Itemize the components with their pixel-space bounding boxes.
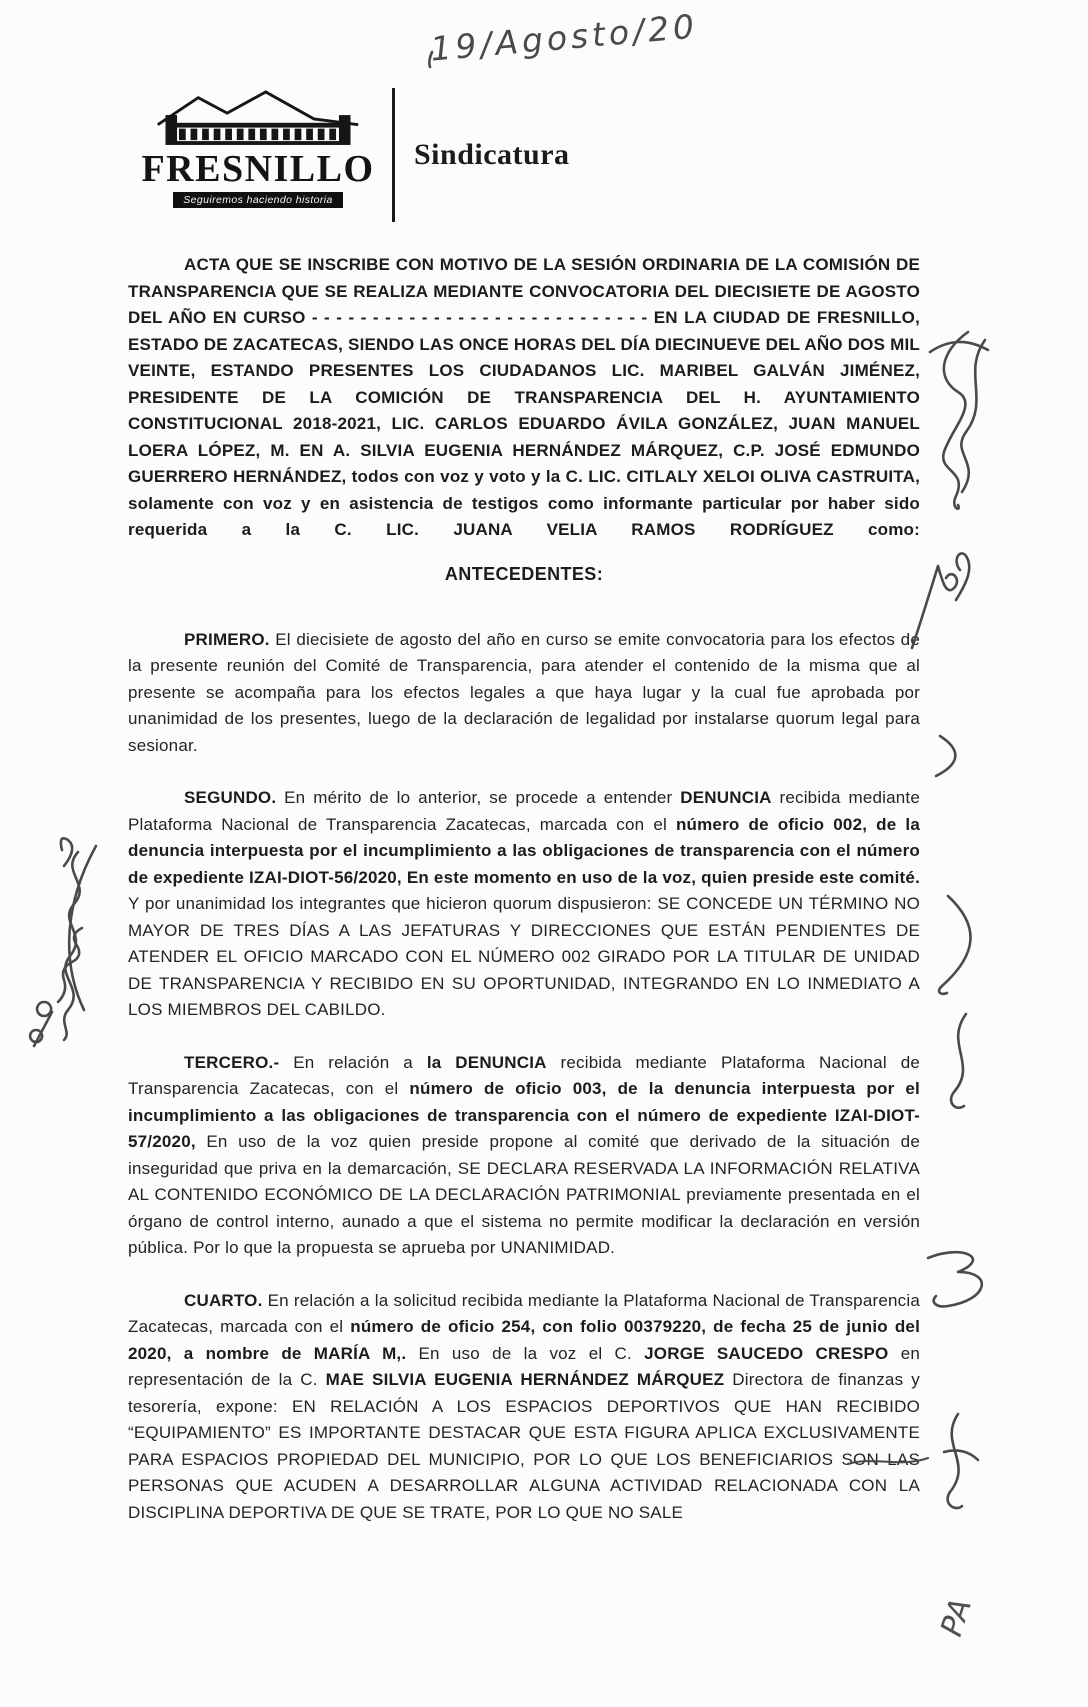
pen-mark-right-4 — [939, 896, 970, 994]
pen-mark-right-6 — [928, 1252, 982, 1306]
text-segment: ACTA QUE SE INSCRIBE CON MOTIVO DE LA SESIÓN ORDINARIA DE LA COMISIÓN DE TRANSPARENCIA QUE SE REALIZA MEDIANTE CONVOCATORIA DEL DIECISIETE DE AGOSTO DEL AÑO EN CURSO - - - - - - - - - - - - - - - - - - - - - - - - - - - - EN LA CIUDAD DE FRESNILLO, ESTADO DE ZACATECAS, SIENDO LAS ONCE HORAS DEL DÍA DIECINUEVE DEL AÑO DOS MIL VEINTE, ESTANDO PRESENTES LOS CIUDADANOS LIC. MARIBEL GALVÁN JIMÉNEZ, PRESIDENTE DE LA COMICIÓN DE TRANSPARENCIA DEL H. AYUNTAMIENTO CONSTITUCIONAL 2018-2021, LIC. CARLOS EDUARDO ÁVILA GONZÁLEZ, JUAN MANUEL LOERA LÓPEZ, M. EN A. SILVIA EUGENIA HERNÁNDEZ MÁRQUEZ, C.P. JOSÉ EDMUNDO GUERRERO HERNÁNDEZ, todos con voz y voto y la C. LIC. CITLALY XELOI OLIVA CASTRUITA, solamente con voz y en asistencia de testigos como informante particular por haber sido requerida a la C. LIC. JUANA VELIA RAMOS RODRÍGUEZ como: — [128, 255, 920, 539]
paragraph-segundo — [128, 785, 920, 1024]
text-segment: recibida mediante Plataforma Nacional de Transparencia Zacatecas, con el — [128, 1052, 920, 1098]
text-segment: DENUNCIA — [680, 788, 772, 807]
text-segment: En relación a — [279, 1052, 427, 1072]
text-segment: número de oficio 254, con folio 00379220, de fecha 25 de junio del 2020, a nombre de MARÍA M,. — [128, 1317, 920, 1363]
text-segment: En mérito de lo anterior, se procede a entender — [276, 788, 681, 807]
signature-mark-right-2 — [912, 553, 969, 648]
paragraph-primero — [128, 627, 920, 760]
fresnillo-logo — [140, 86, 376, 208]
text-segment: En uso de la voz el C. — [406, 1343, 645, 1363]
logo-wordmark: FRESNILLO — [141, 148, 375, 190]
text-segment: JORGE SAUCEDO CRESPO — [644, 1343, 889, 1363]
logo-tagline: Seguiremos haciendo historia — [173, 192, 343, 208]
signature-mark-left — [30, 838, 96, 1046]
text-segment: MAE SILVIA EUGENIA HERNÁNDEZ MÁRQUEZ — [325, 1370, 725, 1389]
text-segment: recibida mediante Plataforma Nacional de Transparencia Zacatecas, marcada con el — [128, 788, 921, 834]
text-segment: En uso de la voz quien preside propone al comité que derivado de la situación de inseguridad que priva en la demarcación, SE DECLARA RESERVADA LA INFORMACIÓN RELATIVA AL CONTENIDO ECONÓMICO DE LA DECLARACIÓN PATRIMONIAL previamente presentada en el órgano de control interno, aunado a que el sistema no permite modificar la declaración en versión pública. Por lo que la propuesta se aprueba por UNANIMIDAD. — [128, 1132, 920, 1257]
text-segment: TERCERO.- — [184, 1052, 280, 1072]
text-segment: SEGUNDO. — [184, 788, 277, 807]
pen-mark-right-7 — [944, 1414, 978, 1508]
opening-paragraph — [128, 252, 920, 544]
text-segment: número de oficio 002, de la denuncia interpuesta por el incumplimiento a las obligaciones de transparencia con el número de expediente IZAI-DIOT-56/2020, En este momento en uso de la voz, quien preside este comité. — [128, 814, 920, 887]
text-segment: CUARTO. — [184, 1290, 263, 1310]
pen-mark-right-5 — [951, 1014, 966, 1108]
text-segment: En relación a la solicitud recibida mediante la Plataforma Nacional de Transparencia Zacatecas, marcada con el — [128, 1290, 920, 1336]
handwritten-date-annotation: 19/Agosto/20 — [428, 6, 700, 69]
text-segment: número de oficio 003, de la denuncia interpuesta por el incumplimiento a las obligaciones de transparencia con el número de expediente IZAI-DIOT-57/2020, — [128, 1079, 920, 1151]
handwritten-page-annotation: PA — [934, 1594, 979, 1641]
text-segment: la DENUNCIA — [426, 1052, 547, 1072]
paragraph-cuarto — [128, 1288, 920, 1527]
text-segment: PRIMERO. — [184, 629, 270, 649]
fresnillo-building-icon — [152, 86, 364, 148]
paragraph-tercero — [128, 1050, 920, 1262]
signature-mark-right-1 — [930, 332, 988, 509]
text-segment: Directora de finanzas y tesorería, expone: EN RELACIÓN A LOS ESPACIOS DEPORTIVOS QUE HAN RECIBIDO “EQUIPAMIENTO” ES IMPORTANTE DESTACAR QUE ESTA FIGURA APLICA EXCLUSIVAMENTE PARA ESPACIOS PROPIEDAD DEL MUNICIPIO, POR LO QUE LOS BENEFICIARIOS SON LAS PERSONAS QUE ACUDEN A DESARROLLAR ALGUNA ACTIVIDAD RELACIONADA CON LA DISCIPLINA DEPORTIVA DE QUE SE TRATE, POR LO QUE NO SALE — [128, 1370, 921, 1522]
antecedentes-heading: ANTECEDENTES: — [444, 563, 604, 584]
department-title: Sindicatura — [414, 138, 570, 171]
text-segment: Y por unanimidad los integrantes que hicieron quorum dispusieron: SE CONCEDE UN TÉRMINO NO MAYOR DE TRES DÍAS A LAS JEFATURAS Y DIRECCIONES QUE ESTÁN PENDIENTES DE ATENDER EL OFICIO MARCADO CON EL NÚMERO 002 GIRADO POR LA TITULAR DE UNIDAD DE TRANSPARENCIA Y RECIBIDO EN SU OPORTUNIDAD, INTEGRANDO EN LO INMEDIATO A LOS MIEMBROS DEL CABILDO. — [128, 894, 920, 1019]
text-segment: en representación de la C. — [128, 1343, 920, 1389]
text-segment: El diecisiete de agosto del año en curso se emite convocatoria para los efectos de la presente reunión del Comité de Transparencia, para atender el contenido de la misma que al presente se acompaña para los efectos legales a que haya lugar y la cual fue aprobada por unanimidad de los presentes, luego de la declaración de legalidad por instalarse quorum legal para sesionar. — [128, 629, 920, 755]
document-body — [128, 252, 920, 1552]
pen-mark-right-3 — [936, 736, 955, 776]
header-divider — [392, 88, 395, 222]
